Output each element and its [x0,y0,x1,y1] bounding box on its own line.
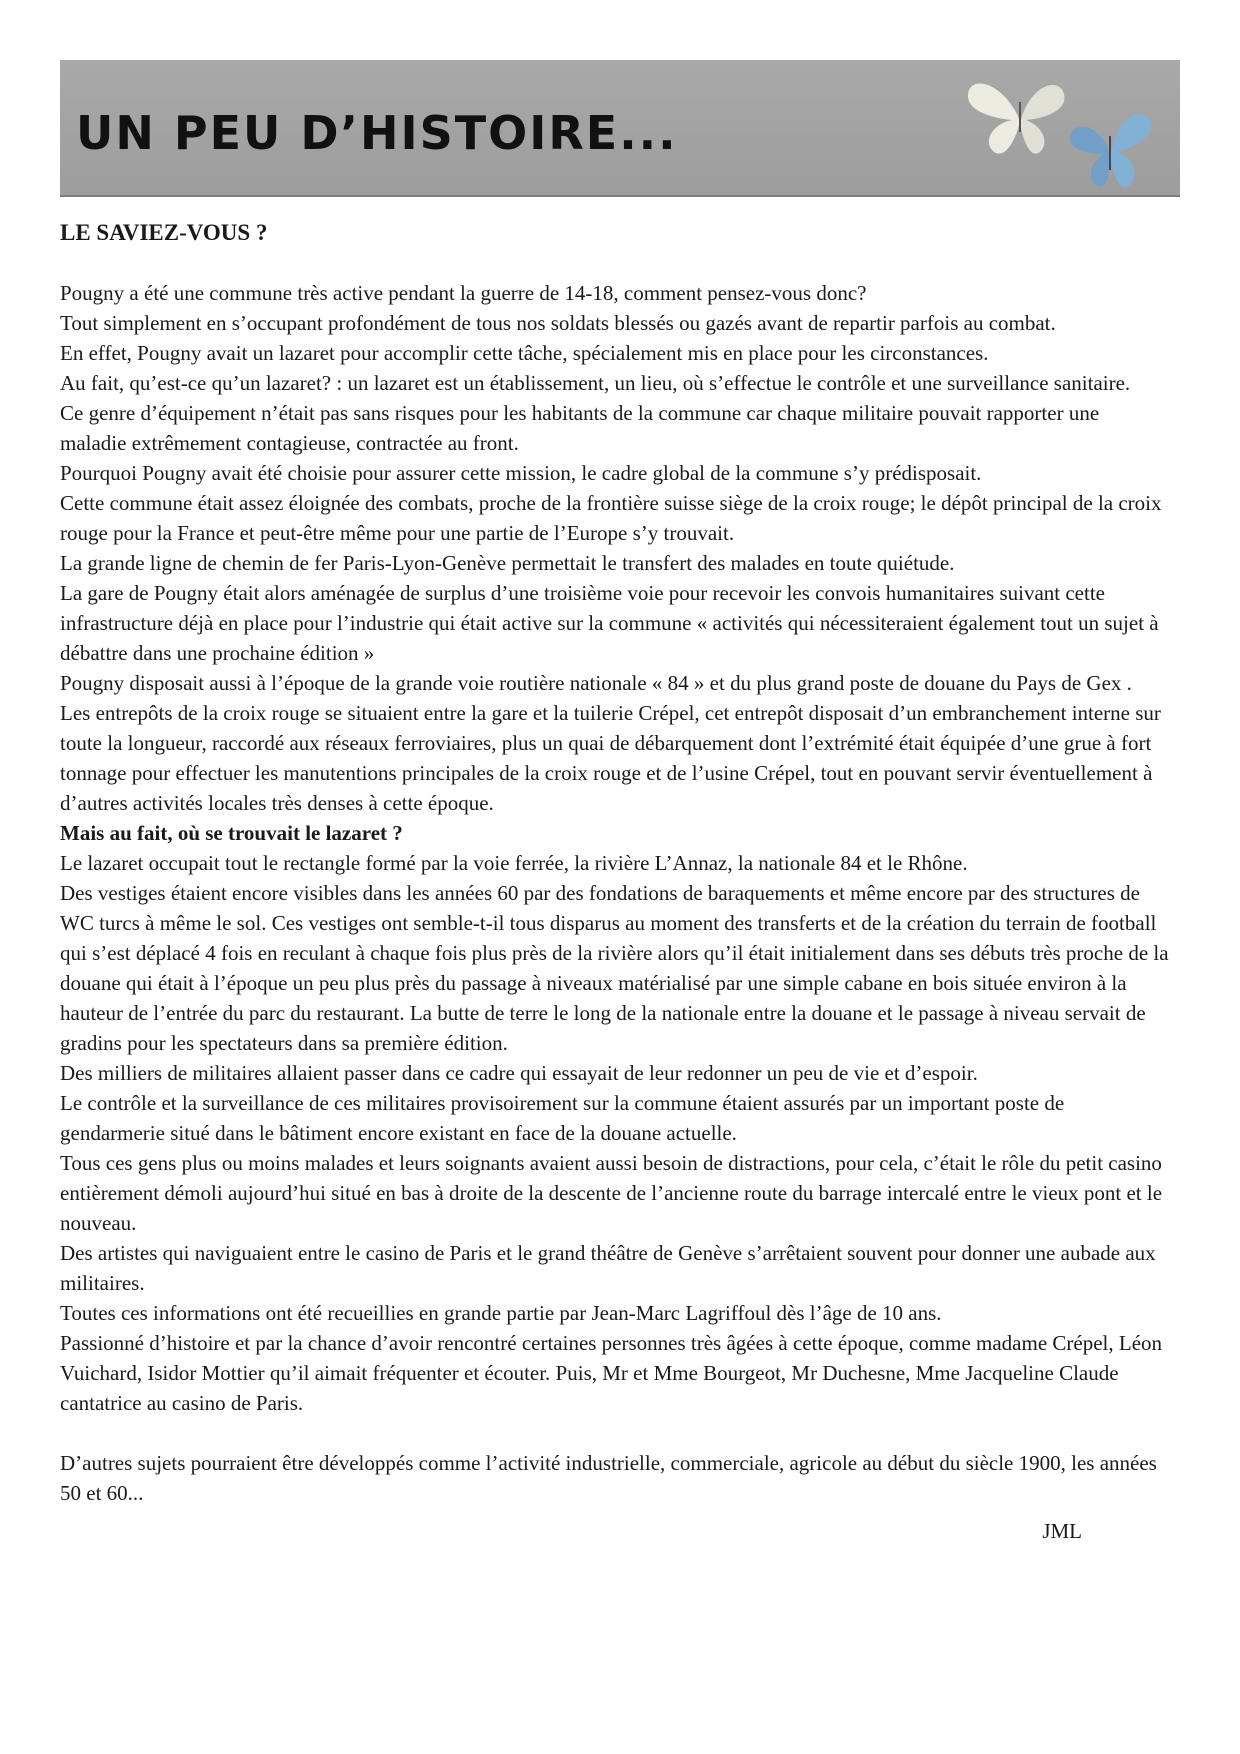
paragraph: La gare de Pougny était alors aménagée de surplus d’une troisième voie pour recevoir les convois humanitaires suivant cette infrastructure déjà en place pour l’industrie qui était active sur la commune « activités qui nécessiteraient également tout un sujet à débattre dans une prochaine édition » [60,581,1159,665]
paragraph: Ce genre d’équipement n’était pas sans risques pour les habitants de la commune car chaque militaire pouvait rapporter une maladie extrêmement contagieuse, contractée au front. [60,401,1100,455]
paragraph: Pourquoi Pougny avait été choisie pour assurer cette mission, le cadre global de la commune s’y prédisposait. [60,461,982,485]
paragraph: Pougny disposait aussi à l’époque de la grande voie routière nationale « 84 » et du plus grand poste de douane du Pays de Gex . [60,671,1132,695]
article-heading: LE SAVIEZ-VOUS ? [60,220,268,245]
paragraph: La grande ligne de chemin de fer Paris-Lyon-Genève permettait le transfert des malades en toute quiétude. [60,551,955,575]
paragraph: Le lazaret occupait tout le rectangle formé par la voie ferrée, la rivière L’Annaz, la nationale 84 et le Rhône. [60,851,968,875]
blue-butterfly-icon [1060,100,1160,195]
paragraph: Passionné d’histoire et par la chance d’avoir rencontré certaines personnes très âgées à cette époque, comme madame Crépel, Léon Vuichard, Isidor Mottier qu’il aimait fréquenter et écouter. Puis, Mr et Mme Bourgeot, Mr Duchesne, Mme Jacqueline Claude cantatrice au casino de Paris. [60,1331,1163,1415]
paragraph: Pougny a été une commune très active pendant la guerre de 14-18, comment pensez-vous donc? [60,281,867,305]
header-banner [60,60,1180,197]
article [60,200,1170,1546]
paragraph: Tous ces gens plus ou moins malades et leurs soignants avaient aussi besoin de distractions, pour cela, c’était le rôle du petit casino entièrement démoli aujourd’hui situé en bas à droite de la descente de l’ancienne route du barrage intercalé entre le vieux pont et le nouveau. [60,1151,1163,1235]
paragraph: Des milliers de militaires allaient passer dans ce cadre qui essayait de leur redonner un peu de vie et d’espoir. [60,1061,978,1085]
paragraph: Le contrôle et la surveillance de ces militaires provisoirement sur la commune étaient assurés par un important poste de gendarmerie situé dans le bâtiment encore existant en face de la douane actuelle. [60,1091,1065,1145]
closing-paragraph: D’autres sujets pourraient être développés comme l’activité industrielle, commerciale, agricole au début du siècle 1900, les années 50 et 60... [60,1451,1157,1505]
paragraph: Des vestiges étaient encore visibles dans les années 60 par des fondations de baraquements et même encore par des structures de WC turcs à même le sol. Ces vestiges ont semble-t-il tous disparus au moment des transferts et de la création du terrain de football qui s’est déplacé 4 fois en reculant à chaque fois plus près de la rivière alors qu’il était initialement dans ses débuts très proche de la douane qui était à l’époque un peu plus près du passage à niveaux matérialisé par une simple cabane en bois située environ à la hauteur de l’entrée du parc du restaurant. La butte de terre le long de la nationale entre la douane et le passage à niveau servait de gradins pour les spectateurs dans sa première édition. [60,881,1169,1055]
article-subheading: Mais au fait, où se trouvait le lazaret ? [60,821,403,845]
paragraph: Cette commune était assez éloignée des combats, proche de la frontière suisse siège de la croix rouge; le dépôt principal de la croix rouge pour la France et peut-être même pour une partie de l’Europe s’y trouvait. [60,491,1162,545]
signature: JML [1042,1519,1082,1543]
paragraph: Toutes ces informations ont été recueillies en grande partie par Jean-Marc Lagriffoul dès l’âge de 10 ans. [60,1301,942,1325]
paragraph: Des artistes qui naviguaient entre le casino de Paris et le grand théâtre de Genève s’arrêtaient souvent pour donner une aubade aux militaires. [60,1241,1156,1295]
paragraph: Au fait, qu’est-ce qu’un lazaret? : un lazaret est un établissement, un lieu, où s’effectue le contrôle et une surveillance sanitaire. [60,371,1131,395]
banner-title: UN PEU D’HISTOIRE... [76,106,678,160]
paragraph: Tout simplement en s’occupant profondément de tous nos soldats blessés ou gazés avant de repartir parfois au combat. [60,311,1056,335]
paragraph: Les entrepôts de la croix rouge se situaient entre la gare et la tuilerie Crépel, cet entrepôt disposait d’un embranchement interne sur toute la longueur, raccordé aux réseaux ferroviaires, plus un quai de débarquement dont l’extrémité était équipée d’une grue à fort tonnage pour effectuer les manutentions principales de la croix rouge et de l’usine Crépel, tout en pouvant servir éventuellement à d’autres activités locales très denses à cette époque. [60,701,1161,815]
paragraph: En effet, Pougny avait un lazaret pour accomplir cette tâche, spécialement mis en place pour les circonstances. [60,341,989,365]
